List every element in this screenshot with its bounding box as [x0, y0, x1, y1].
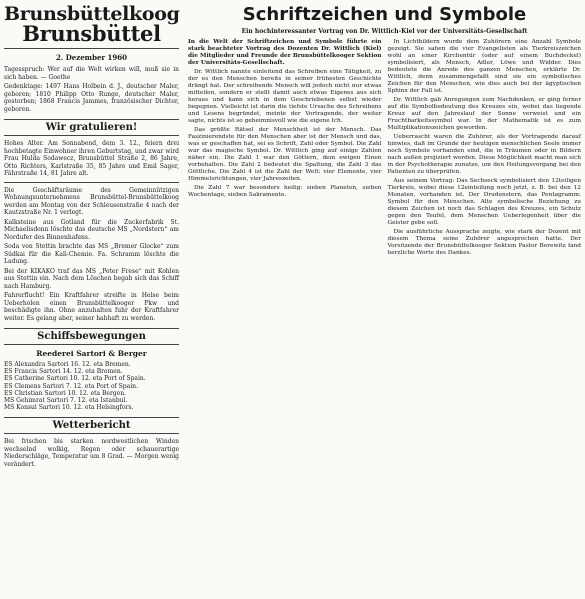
ships-subtitle: Reederei Sartori & Berger [36, 349, 147, 358]
ship-row: ES Christian Sartori 10. 12. eta Bergen. [4, 389, 127, 397]
weather-text [4, 438, 179, 468]
ship-row: ES Alexandra Sartori 16. 12. eta Bremen. [4, 361, 131, 368]
ships-list [4, 361, 179, 411]
congrats-paragraph: Hohes Alter. Am Sonnabend, dem 3. 12., feiern drei hochbetagte Einwohner ihren Geburtstag, und zwar wird Frau Hulda Sodawecz, Brunsbüttel Straße 2, 86 Jahre, Otto Richters, Karlstraße 35, 85 Jahre und Emil Sager, Fährstraße 14, 81 Jahre alt. [4, 140, 179, 177]
ship-row: MS Gehimrat Sartori 7. 12. eta Istanbul. [4, 397, 128, 405]
ship-row: MS Konsul Sartori 10. 12. eta Helsingfors. [4, 404, 134, 412]
article-paragraph: Die ausführliche Aussprache zeigte, wie stark der Dozent mit diesem Thema seine Zuhörer angesprochen hatte. Der Vorsitzende der Brunsbüttelkooger Sektion Pastor Berewitz fand herzliche Worte des Dankes. [387, 229, 581, 256]
news-item: Soda von Stettin brachte das MS „Bremer Glocke“ zum Südkai für die Kali-Chemie. Fa. Schramm löschte die Ladung. [4, 243, 179, 265]
weather-paragraph: Bei frischen bis starken nordwestlichen Winden wechselnd wolkig, Regen oder schauerartige Niederschläge, Temperatur um 8 Grad. — Morgen wenig verändert. [4, 438, 179, 468]
article-lead: In die Welt der Schriftzeichen und Symbole führte ein stark beachteter Vortrag des Dozenten Dr. Wittlich (Kiel) die Mitglieder und Freunde der Brunsbüttelkooger Sektion der Universitäts-Gesellschaft. [188, 39, 382, 66]
article-columns [188, 39, 581, 259]
article-subhead: Ein hochinteressanter Vortrag von Dr. Wittlich-Kiel vor der Universitäts-Gesellschaft [241, 28, 528, 35]
news-item: Die Geschäftsräume des Gemeinnützigen Wohnungsunternehmens Brunsbüttel-Brunsbüttelkoog werden am Montag von der Schleusenstraße 4 nach der Kautzstraße Nr. 1 verlegt. [4, 186, 179, 216]
article-paragraph: Dr. Wittlich gab Anregungen zum Nachdenken, er ging ferner auf die Symbolbedeutung des Kreuzes ein, wobei das liegende Kreuz auf den Jahreslauf der Sonne verweist und ein Fruchtbarkeitssymbol war. In der Mathematik ist es zum Multiplikationszeichen geworden. [387, 97, 581, 131]
date: 2. Dezember 1960 [55, 53, 128, 62]
masthead-line2: Brunsbüttel [22, 21, 161, 46]
weather-title: Wetterbericht [4, 417, 179, 434]
divider [4, 48, 179, 49]
article [188, 4, 581, 259]
article-headline: Schriftzeichen und Symbole [242, 4, 527, 25]
masthead [4, 4, 179, 44]
congrats-text [4, 140, 179, 178]
local-news [4, 187, 179, 323]
ship-row: ES Clemens Sartori 7. 12. eta Port of Spain. [4, 382, 138, 390]
article-paragraph: Ueberrascht waren die Zuhörer, als der Vortragende darauf hinwies, daß im Grunde der heutigen menschlichen Seele immer noch Symbole vorhanden sind, die in Träumen oder in Bildern nach außen projiziert werden. Diese Möglichkeit macht man sich in der Psychotherapie zunutze, um den Heilungsvorgang bei den Patienten zu überprüfen. [387, 134, 581, 175]
article-paragraph: Das größte Rätsel der Menschheit ist der Mensch. Das Faszinierendste für den Menschen aber ist der Mensch und das, was er geschaffen hat, sei es Schrift, Zahl oder Symbol. Die Zahl war das magische Symbol. Dr. Wittlich ging auf einige Zahlen näher ein. Die Zahl 1 war den Göttern, dem ewigen Einen vorbehalten. Die Zahl 2 bedeutet die Spaltung, die Zahl 3 das Göttliche. Die Zahl 4 ist die Zahl der Welt: vier Elemente, vier Himmelsrichtungen, vier Jahreszeiten. [188, 127, 382, 182]
masthead-line1: Brunsbüttelkoog [4, 3, 180, 25]
ships-title: Schiffsbewegungen [4, 328, 179, 345]
news-item: Bei der KIKAKO traf das MS „Peter Frese“ mit Kohlen aus Stettin ein. Nach dem Löschen begab sich das Schiff nach Hamburg. [4, 267, 179, 290]
news-item: Fahrerflucht! Ein Kraftfahrer streifte in Helse beim Ueberholen einen Brunsbüttelkooger Pkw und beschädigte ihn. Ohne anzuhalten fuhr der Kraftfahrer weiter. Es gelang aber, seiner habhaft zu werden. [4, 292, 179, 322]
article-paragraph: Dr. Wittlich nannte einleitend das Schreiben eine Tätigkeit, zu der es den Menschen bereits in seiner frühesten Geschichte drängt hat. Der schreibende Mensch will jedoch nicht nur etwas mitteilen, sondern er stellt damit auch etwas Eigenes aus sich heraus und kann sich in dem Geschriebenen selbst wieder begegnen. Vielleicht ist darin die tiefste Ursache des Schreibens und Lesens begründet, meinte der Vortragende, der weiter sagte, nichts ist so geheimnisvoll wie die eigene Ich. [188, 69, 382, 124]
divider [4, 182, 179, 183]
article-column-1 [188, 39, 382, 259]
article-paragraph: Aus seinem Vortrag: Das Sechseck symbolisiert den 12teiligen Tierkreis, wobei diese 12einteilung noch jetzt, z. B. bei den 12 Monaten, vorhanden ist. Der Drudenstern, das Pentagramm: Symbol für den Menschen. Alte symbolische Beziehung zu diesem Zeichen ist noch das Schlagen des Kreuzes, ein Schutz gegen den Teufel, dem Menschen Ueberlegenheit über die Geister gebe soll. [387, 178, 581, 226]
ship-row: ES Catherine Sartori 10. 12. eta Port of Spain. [4, 375, 146, 383]
article-paragraph: In Lichtbildern wurde dem Zuhörern eine Anzahl Symbole gezeigt. Sie sahen die vier Evangelisten als Tierkreiszeichen wohl an einer Kirchentür (oder auf einem Buchdeckel) symbolisiert, als Mensch, Adler, Löwe und Widder. Dies bedeutete die Anrede des ganzen Menschen, erklärte Dr. Wittlich, denn zusammengefaßt sind sie ein symbolisches Zeichen für den Menschen, wie dies auch bei der ägyptischen Sphinx der Fall ist. [387, 39, 581, 94]
left-column [4, 4, 179, 470]
ship-row: ES Francis Sartori 14. 12. eta Bremen. [4, 368, 123, 376]
gedenktage: Gedenktage: 1497 Hans Holbein d. J., deutscher Maler, geboren; 1810 Philipp Otto Runge, deutscher Maler, gestorben; 1868 Francis Jammes, französischer Dichter, geboren. [4, 83, 179, 113]
daily-notes [4, 66, 179, 113]
tagesspruch: Tagesspruch: Wer auf die Welt wirken will, muß sie in sich haben. — Goethe [4, 66, 179, 81]
article-paragraph: Die Zahl 7 war besonders heilig: sieben Planeten, sieben Wochentage, sieben Sakramente. [188, 185, 382, 198]
article-column-2 [388, 39, 582, 259]
news-item: Kalksteine aus Gotland für die Zuckerfabrik St. Michaelisdonn löschte das deutsche MS „Nordstern“ am Nordufer des Binnenhafens. [4, 218, 179, 241]
congrats-title: Wir gratulieren! [4, 119, 179, 136]
